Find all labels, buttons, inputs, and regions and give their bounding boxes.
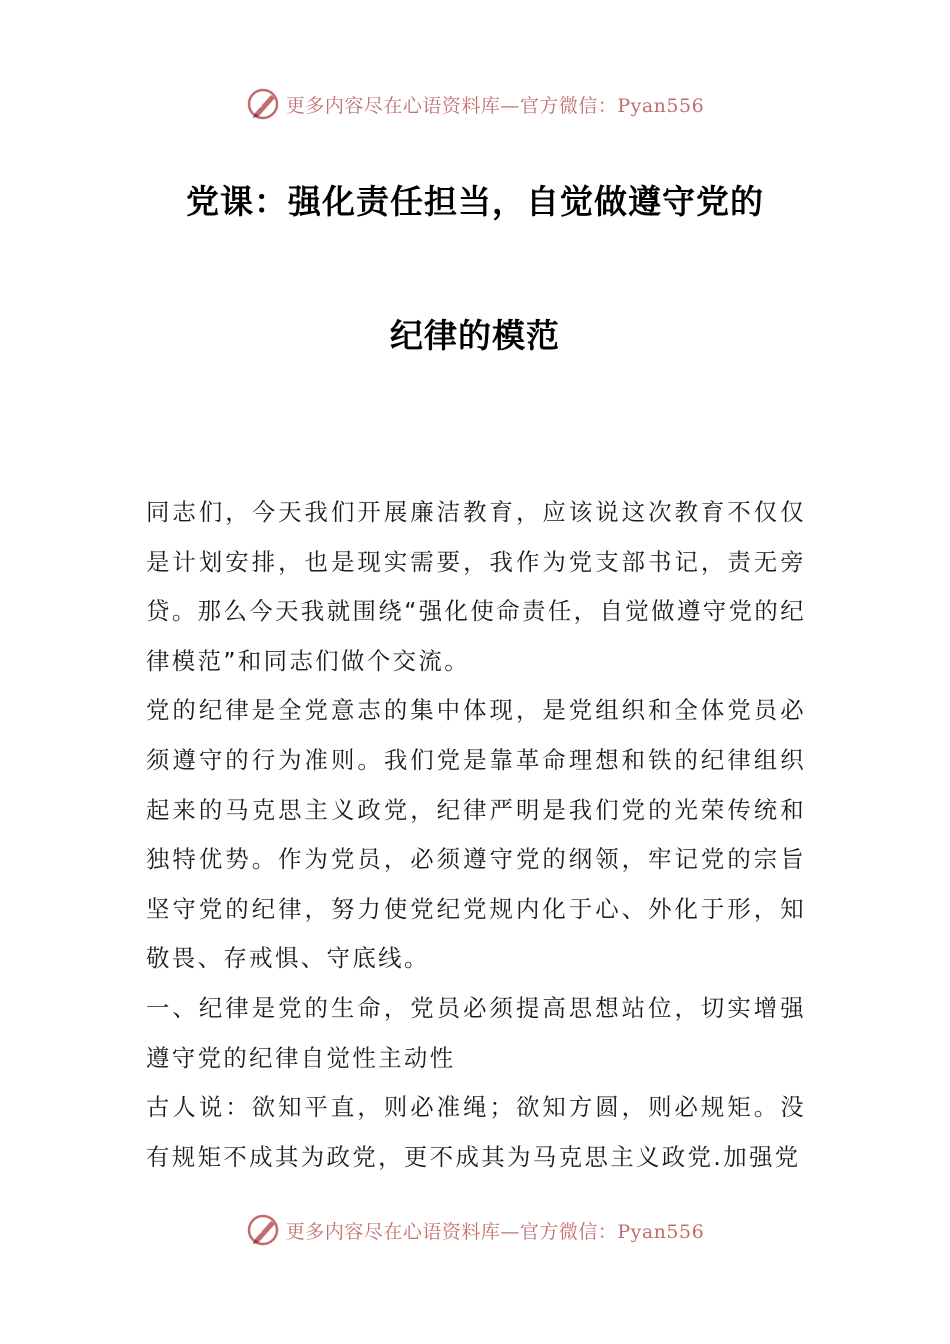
paragraph-intro: 同志们，今天我们开展廉洁教育，应该说这次教育不仅仅是计划安排，也是现实需要，我作为党支部书记，责无旁贷。那么今天我就围绕“强化使命责任，自觉做遵守党的纪律模范”和同志们做个交流。 (146, 498, 806, 675)
document-body (146, 488, 806, 1182)
section-heading-1: 一、纪律是党的生命，党员必须提高思想站位，切实增强遵守党的纪律自觉性主动性 (146, 993, 806, 1072)
watermark-text: 更多内容尽在心语资料库—官方微信：Pyan556 (285, 94, 705, 117)
document-title-line1: 党课：强化责任担当，自觉做遵守党的 (186, 182, 764, 221)
header-watermark (0, 84, 950, 124)
document-title-line2: 纪律的模范 (390, 316, 560, 355)
paragraph-rules: 古人说：欲知平直，则必准绳；欲知方圆，则必规矩。没有规矩不成其为政党，更不成其为马克思主义政党.加强党 (146, 1093, 806, 1171)
paragraph-discipline: 党的纪律是全党意志的集中体现，是党组织和全体党员必须遵守的行为准则。我们党是靠革命理想和铁的纪律组织起来的马克思主义政党，纪律严明是我们党的光荣传统和独特优势。作为党员，必须遵守党的纲领，牢记党的宗旨坚守党的纪律，努力使党纪党规内化于心、外化于形，知敬畏、存戒惧、守底线。 (146, 696, 806, 973)
pen-logo-icon (246, 1212, 282, 1248)
watermark-text: 更多内容尽在心语资料库—官方微信：Pyan556 (285, 1220, 705, 1243)
footer-watermark (0, 1210, 950, 1250)
pen-logo-icon (246, 86, 282, 122)
